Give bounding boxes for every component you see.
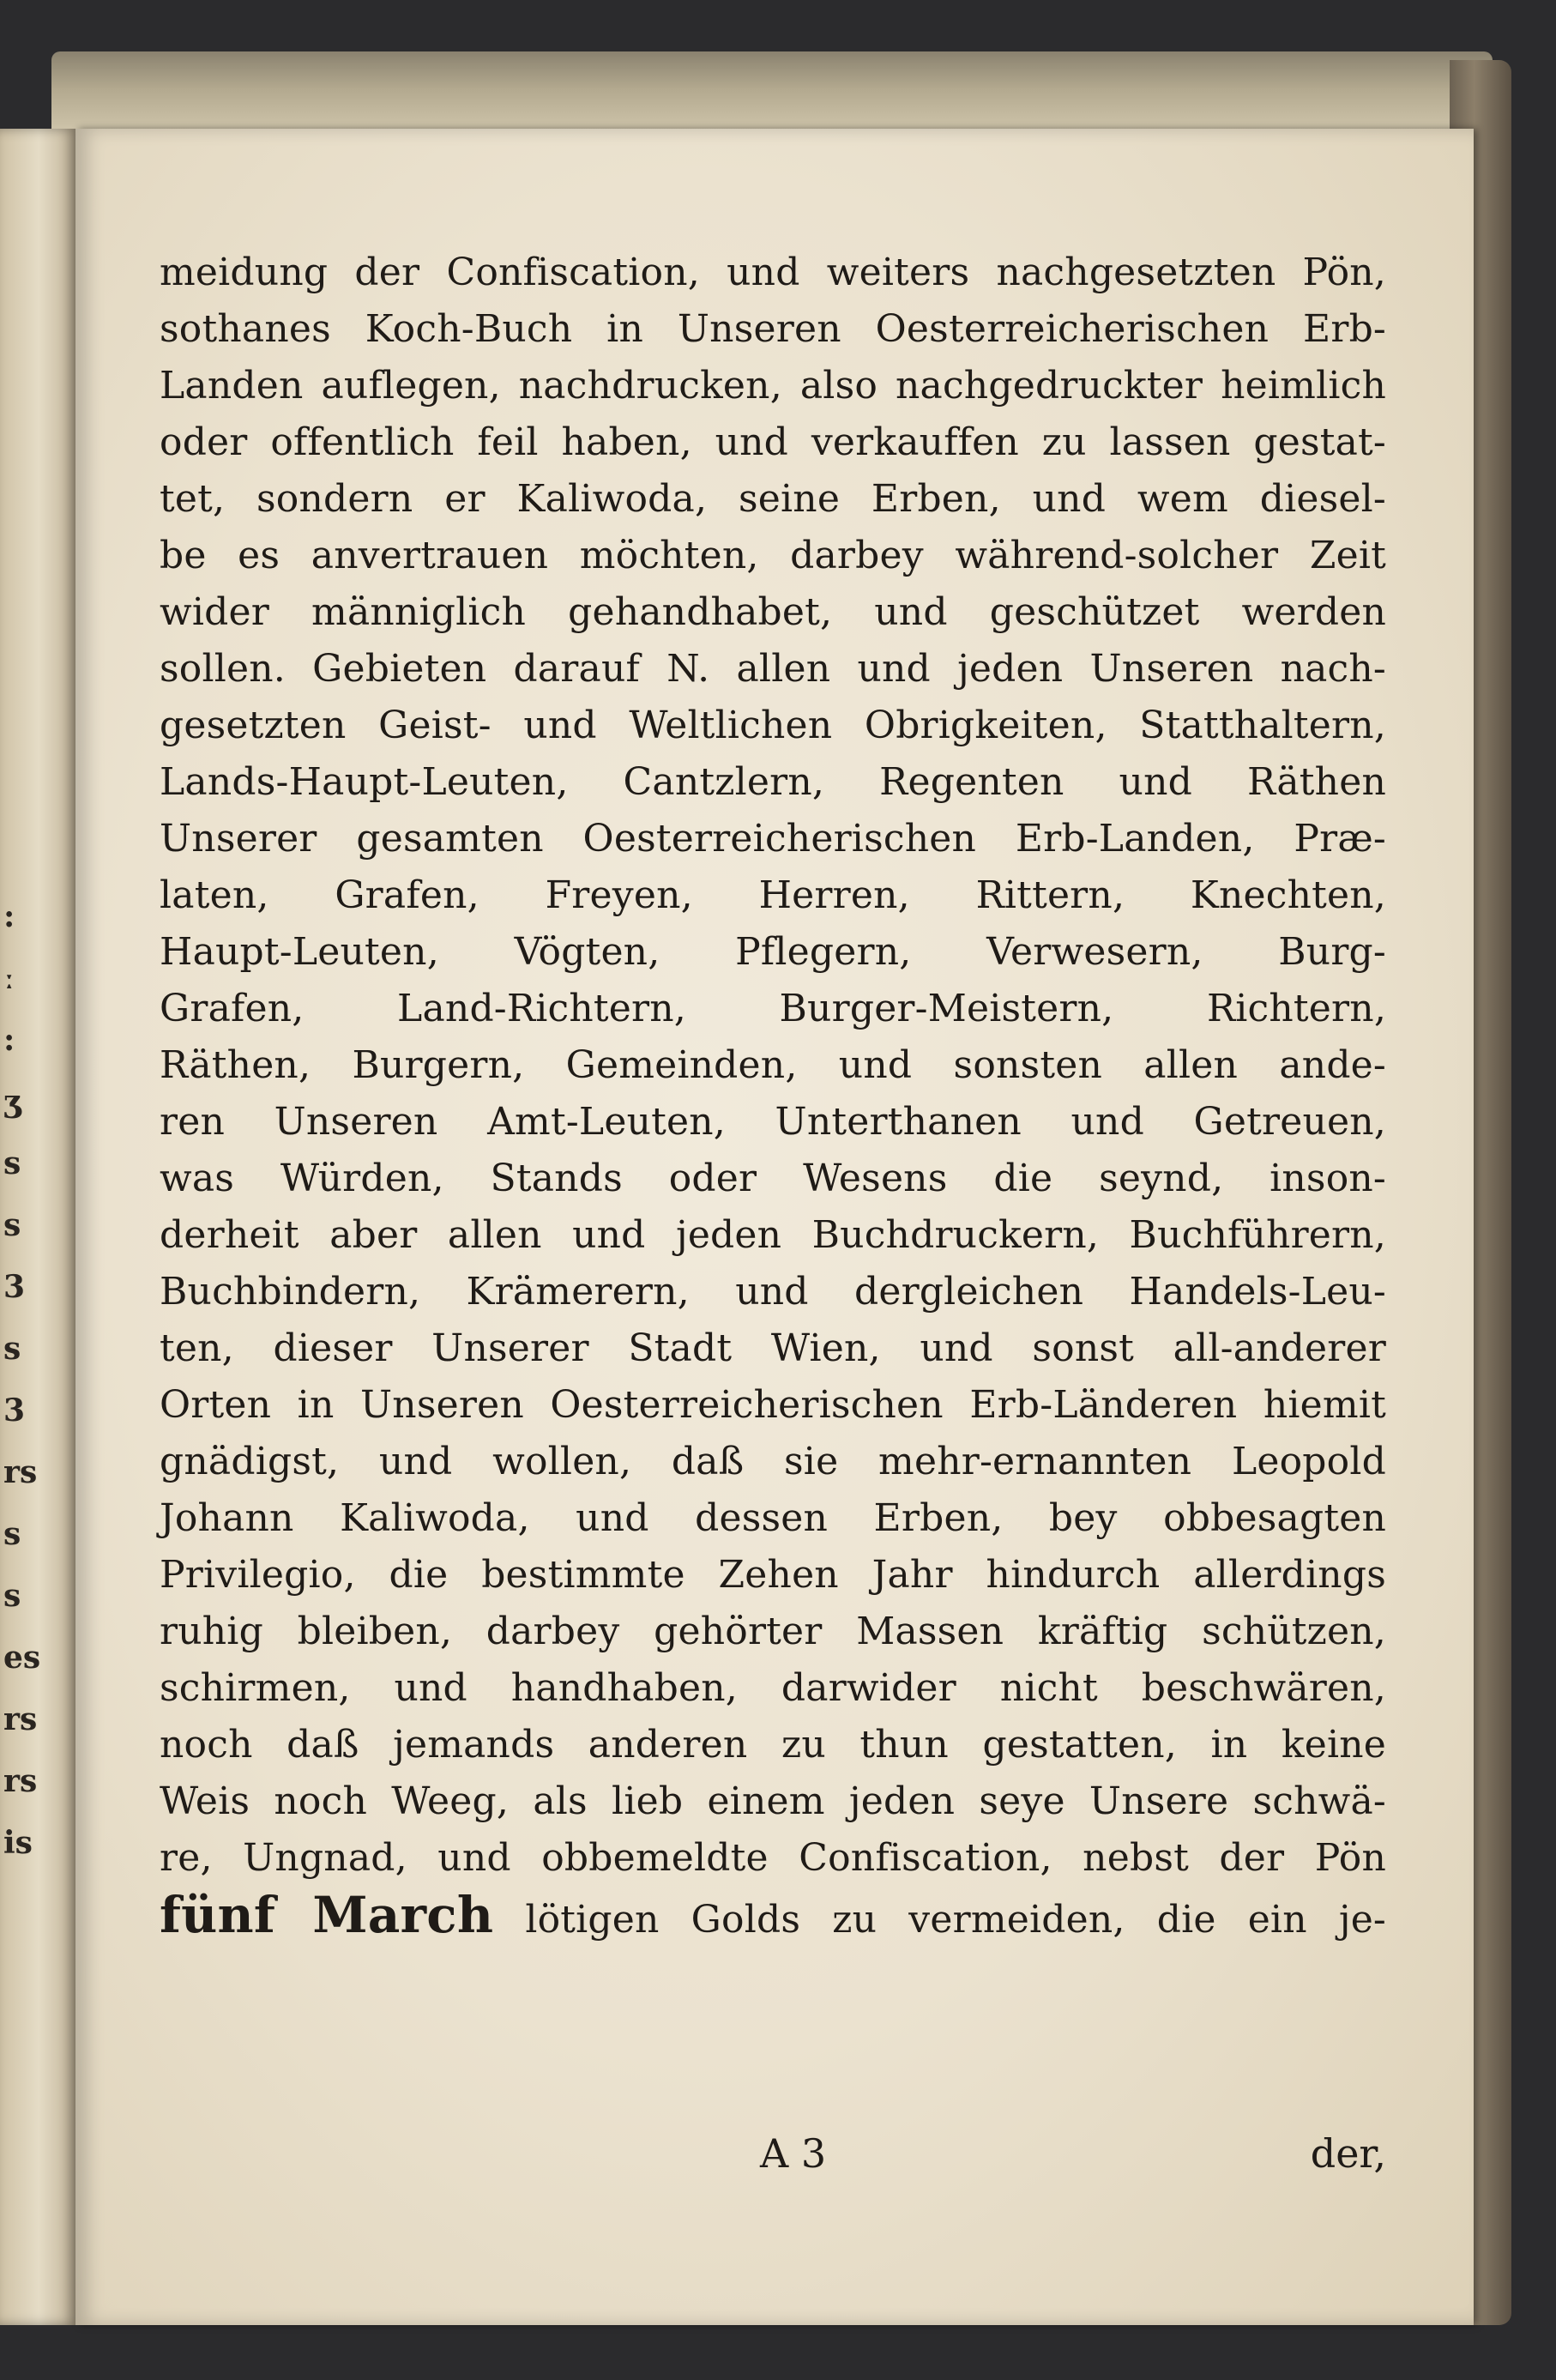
text-line: Grafen, Land-Richtern, Burger-Meistern, Richtern, [160,987,1386,1030]
text-line: ruhig bleiben, darbey gehörter Massen kräftig schützen, [160,1610,1386,1653]
text-line: oder offentlich feil haben, und verkauffen zu lassen gestat- [160,420,1386,464]
text-line: laten, Grafen, Freyen, Herren, Rittern, Knechten, [160,873,1386,917]
facing-page-fragment: ʒ [3,1084,21,1120]
text-line: Buchbindern, Krämerern, und dergleichen Handels-Leu- [160,1270,1386,1314]
signature-mark: A 3 [760,2130,827,2177]
facing-page-fragment: s [3,1145,21,1181]
text-line: derheit aber allen und jeden Buchdruckern, Buchführern, [160,1213,1386,1257]
facing-page-fragment: 3 [3,1269,26,1305]
facing-page-fragment: is [3,1825,33,1861]
text-line: Räthen, Burgern, Gemeinden, und sonsten allen ande- [160,1043,1386,1087]
text-line: sothanes Koch-Buch in Unseren Oesterreicherischen Erb- [160,307,1386,351]
facing-page-fragment: ː [3,960,15,996]
text-line: re, Ungnad, und obbemeldte Confiscation, nebst der Pön [160,1836,1386,1880]
facing-page-fragment: s [3,1578,21,1614]
facing-page-fragment: rs [3,1701,38,1737]
text-line: noch daß jemands anderen zu thun gestatten, in keine [160,1723,1386,1767]
text-line: Weis noch Weeg, als lieb einem jeden seye Unsere schwä- [160,1779,1386,1823]
text-line: schirmen, und handhaben, darwider nicht beschwären, [160,1666,1386,1710]
facing-page-fragment: rs [3,1763,38,1799]
facing-page-fragment: s [3,1331,21,1367]
text-line: Landen auflegen, nachdrucken, also nachgedruckter heimlich [160,364,1386,408]
catchword: der, [1310,2130,1386,2177]
emphasized-phrase: fünf March [160,1886,494,1944]
text-line: Lands-Haupt-Leuten, Cantzlern, Regenten und Räthen [160,760,1386,804]
page-text-block [160,245,1386,1943]
facing-page-fragment: s [3,1207,21,1243]
facing-page-fragment: es [3,1640,41,1676]
text-line: sollen. Gebieten darauf N. allen und jeden Unseren nach- [160,647,1386,691]
text-line: meidung der Confiscation, und weiters nachgesetzten Pön, [160,251,1386,294]
text-line: Haupt-Leuten, Vögten, Pflegern, Verwesern, Burg- [160,930,1386,974]
text-line-last [160,1887,1386,1943]
facing-page-edge [0,129,77,2325]
text-line: tet, sondern er Kaliwoda, seine Erben, und wem diesel- [160,477,1386,521]
facing-page-fragment: : [3,898,15,934]
text-line: be es anvertrauen möchten, darbey während-solcher Zeit [160,534,1386,577]
text-line: ten, dieser Unserer Stadt Wien, und sonst all-anderer [160,1326,1386,1370]
page-footer [160,2123,1386,2184]
text-line-rest: lötigen Golds zu vermeiden, die ein je- [525,1898,1387,1942]
facing-page-fragment: rs [3,1454,38,1490]
text-line: wider männiglich gehandhabet, und geschützet werden [160,590,1386,634]
text-line: Johann Kaliwoda, und dessen Erben, bey obbesagten [160,1496,1386,1540]
book-page [75,129,1474,2325]
text-line: gnädigst, und wollen, daß sie mehr-ernannten Leopold [160,1440,1386,1483]
facing-page-fragment: 3 [3,1392,26,1429]
facing-page-fragment: s [3,1516,21,1552]
text-line: ren Unseren Amt-Leuten, Unterthanen und Getreuen, [160,1100,1386,1144]
text-line: was Würden, Stands oder Wesens die seynd, inson- [160,1157,1386,1200]
text-line: Unserer gesamten Oesterreicherischen Erb-Landen, Præ- [160,817,1386,861]
facing-page-fragment: : [3,1022,15,1058]
text-line: gesetzten Geist- und Weltlichen Obrigkeiten, Statthaltern, [160,704,1386,747]
text-line: Privilegio, die bestimmte Zehen Jahr hindurch allerdings [160,1553,1386,1597]
text-line: Orten in Unseren Oesterreicherischen Erb-Länderen hiemit [160,1383,1386,1427]
